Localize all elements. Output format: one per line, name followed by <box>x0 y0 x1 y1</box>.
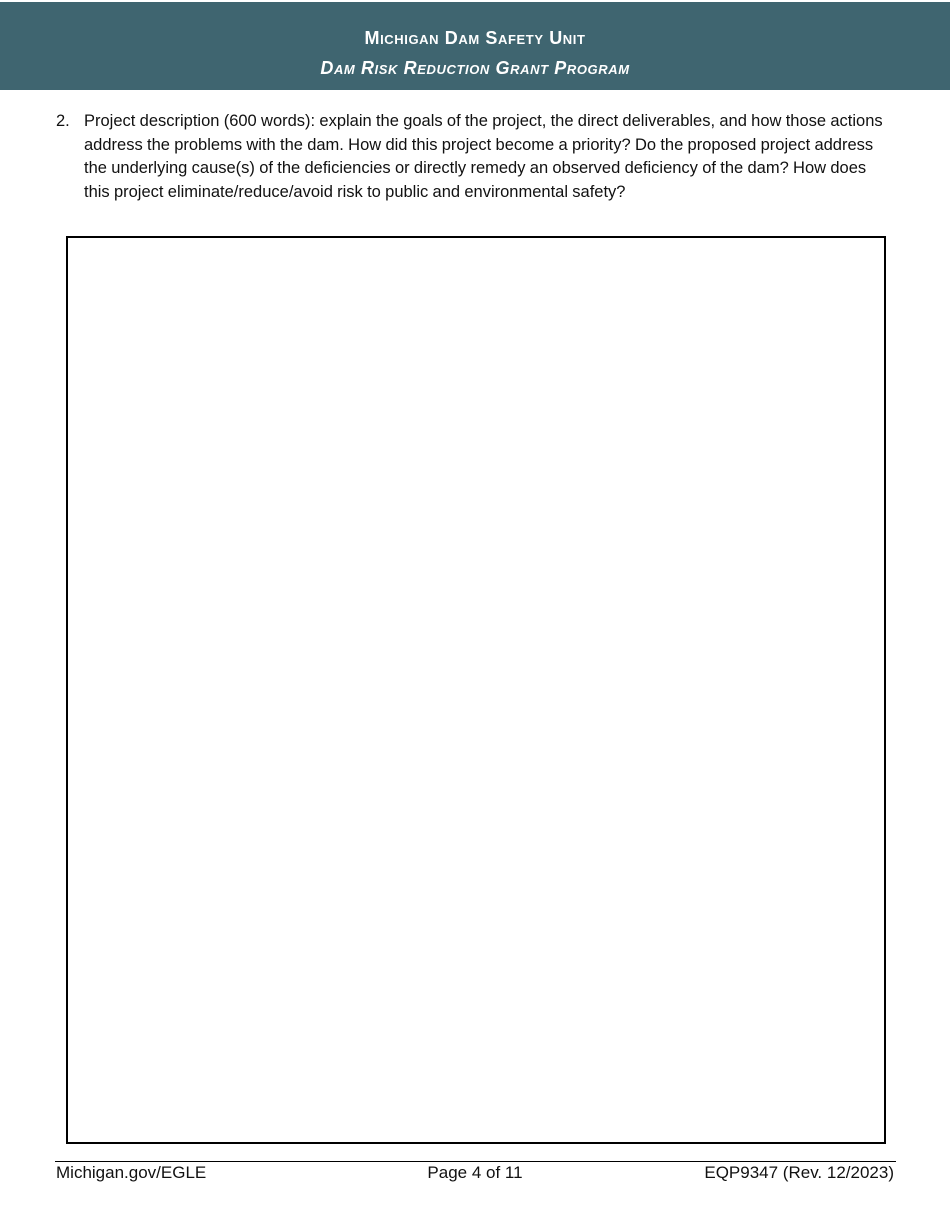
question-number: 2. <box>56 112 70 130</box>
question-2 <box>56 110 896 204</box>
header-banner <box>0 2 950 90</box>
question-text: Project description (600 words): explain the goals of the project, the direct deliverables, and how those actions address the problems with the dam. How did this project become a priority? Do the proposed project address the underlying cause(s) of the deficiencies or directly remedy an observed deficiency of the dam? How does this project eliminate/reduce/avoid risk to public and environmental safety? <box>84 112 883 201</box>
footer-website: Michigan.gov/EGLE <box>56 1163 207 1182</box>
project-description-field[interactable] <box>66 236 886 1144</box>
footer-form-id: EQP9347 (Rev. 12/2023) <box>704 1163 894 1182</box>
footer-page-number: Page 4 of 11 <box>427 1163 523 1182</box>
header-subtitle: Dam Risk Reduction Grant Program <box>320 58 630 78</box>
header-title: Michigan Dam Safety Unit <box>364 28 586 48</box>
